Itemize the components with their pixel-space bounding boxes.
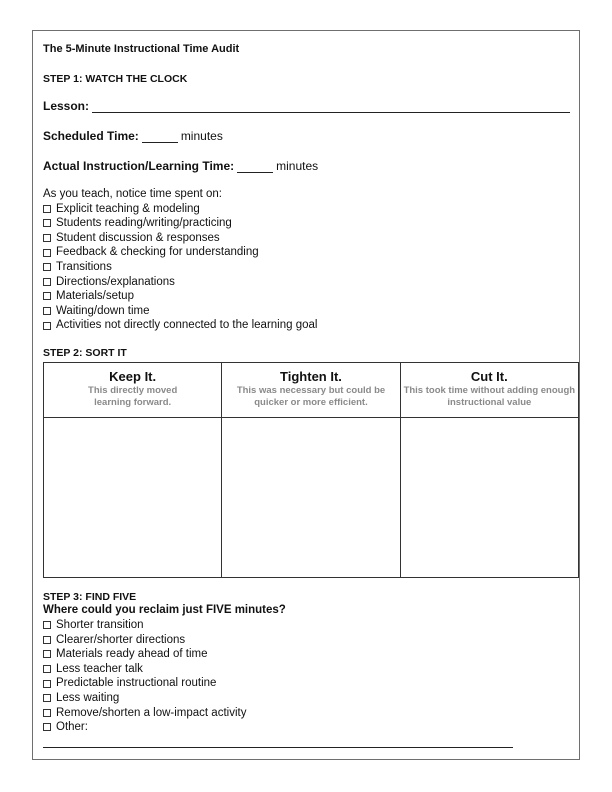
- checkbox[interactable]: [43, 723, 51, 731]
- checkbox[interactable]: [43, 621, 51, 629]
- checkbox[interactable]: [43, 292, 51, 300]
- list-item: Waiting/down time: [43, 304, 317, 319]
- checkbox[interactable]: [43, 709, 51, 717]
- worksheet-frame: [32, 30, 580, 760]
- tighten-subtitle: This was necessary but could be quicker or more efficient.: [236, 385, 386, 408]
- list-item: Materials/setup: [43, 289, 317, 304]
- list-item: Other:: [43, 720, 246, 735]
- checkbox[interactable]: [43, 219, 51, 227]
- step3-question: Where could you reclaim just FIVE minutes?: [43, 604, 286, 616]
- checkbox[interactable]: [43, 307, 51, 315]
- list-item: Transitions: [43, 260, 317, 275]
- checkbox[interactable]: [43, 249, 51, 257]
- tighten-entry-cell[interactable]: [222, 418, 400, 578]
- keep-title: Keep It.: [109, 369, 157, 384]
- list-item: Students reading/writing/practicing: [43, 216, 317, 231]
- cut-title: Cut It.: [470, 369, 508, 384]
- keep-entry-cell[interactable]: [44, 418, 222, 578]
- other-input-line[interactable]: [43, 747, 513, 748]
- list-item: Explicit teaching & modeling: [43, 202, 317, 217]
- page-title: The 5-Minute Instructional Time Audit: [43, 43, 240, 55]
- sort-table: [43, 362, 579, 578]
- scheduled-time-field: [43, 129, 223, 143]
- step1-heading: STEP 1: WATCH THE CLOCK: [43, 73, 188, 85]
- lesson-label: Lesson:: [43, 99, 90, 113]
- checkbox[interactable]: [43, 680, 51, 688]
- actual-time-label: Actual Instruction/Learning Time:: [43, 159, 235, 173]
- checkbox[interactable]: [43, 205, 51, 213]
- lesson-input-line[interactable]: [92, 100, 570, 113]
- tighten-column-header: [222, 363, 400, 418]
- reclaim-list: [43, 618, 246, 735]
- actual-time-unit: minutes: [276, 159, 319, 173]
- list-item: Predictable instructional routine: [43, 676, 246, 691]
- cut-column-header: [400, 363, 578, 418]
- list-item: Less teacher talk: [43, 662, 246, 677]
- checkbox[interactable]: [43, 234, 51, 242]
- checkbox[interactable]: [43, 650, 51, 658]
- lesson-field: [43, 99, 570, 113]
- list-item: Remove/shorten a low-impact activity: [43, 706, 246, 721]
- list-item: Student discussion & responses: [43, 231, 317, 246]
- time-spent-list: [43, 187, 317, 333]
- tighten-title: Tighten It.: [280, 369, 342, 384]
- keep-subtitle: This directly moved learning forward.: [88, 385, 178, 408]
- actual-time-field: [43, 159, 318, 173]
- checkbox[interactable]: [43, 636, 51, 644]
- scheduled-time-label: Scheduled Time:: [43, 129, 139, 143]
- step3-heading: STEP 3: FIND FIVE: [43, 591, 137, 603]
- list-item: Shorter transition: [43, 618, 246, 633]
- time-spent-intro: As you teach, notice time spent on:: [43, 188, 222, 200]
- step2-heading: STEP 2: SORT IT: [43, 347, 127, 359]
- scheduled-time-unit: minutes: [180, 129, 223, 143]
- list-item: Directions/explanations: [43, 275, 317, 290]
- list-item: Materials ready ahead of time: [43, 647, 246, 662]
- checkbox[interactable]: [43, 278, 51, 286]
- cut-entry-cell[interactable]: [400, 418, 578, 578]
- checkbox[interactable]: [43, 263, 51, 271]
- list-item: Clearer/shorter directions: [43, 633, 246, 648]
- list-item: Less waiting: [43, 691, 246, 706]
- actual-time-input-line[interactable]: [237, 160, 273, 173]
- cut-subtitle: This took time without adding enough instructional value: [403, 385, 576, 408]
- checkbox[interactable]: [43, 322, 51, 330]
- list-item: Feedback & checking for understanding: [43, 245, 317, 260]
- checkbox[interactable]: [43, 665, 51, 673]
- scheduled-time-input-line[interactable]: [142, 130, 178, 143]
- list-item: Activities not directly connected to the learning goal: [43, 318, 317, 333]
- checkbox[interactable]: [43, 694, 51, 702]
- keep-column-header: [44, 363, 222, 418]
